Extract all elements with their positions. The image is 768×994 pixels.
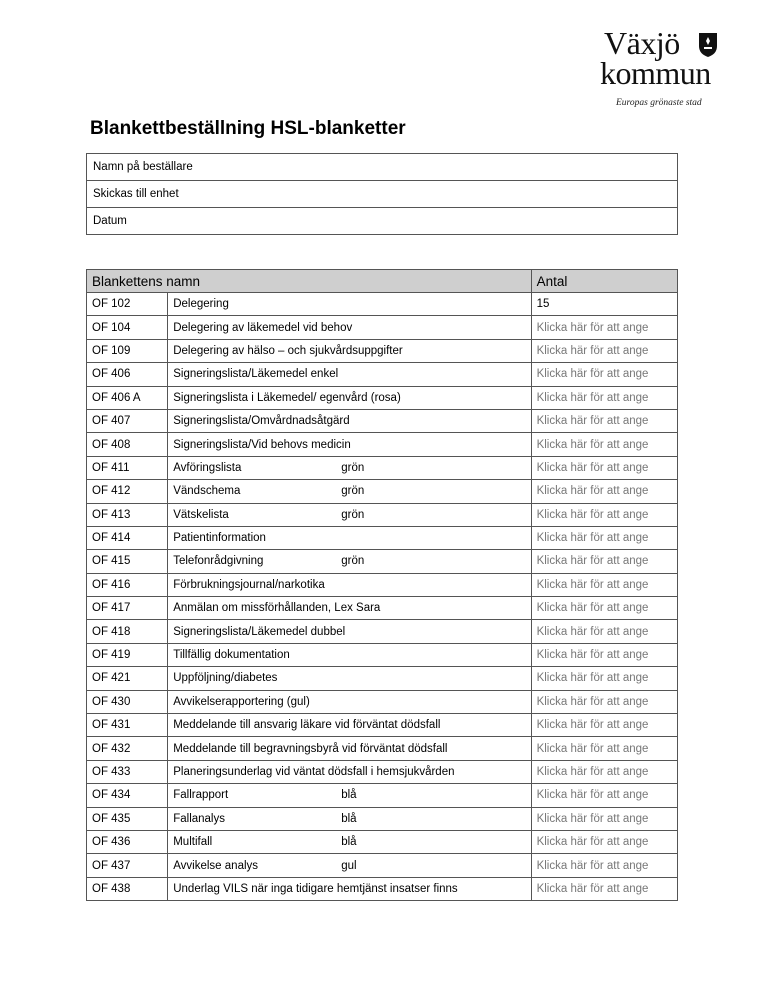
form-code: OF 435 [87,807,168,830]
quantity-cell [531,807,677,830]
form-name-cell [168,573,531,596]
form-name: Tillfällig dokumentation [173,649,290,662]
form-name-cell [168,667,531,690]
quantity-field[interactable]: Klicka här för att ange [536,719,649,732]
form-name-cell [168,433,531,456]
quantity-cell [531,573,677,596]
form-code: OF 430 [87,690,168,713]
quantity-cell [531,690,677,713]
form-code: OF 434 [87,784,168,807]
table-row [87,480,678,503]
form-code: OF 437 [87,854,168,877]
form-color: grön [341,555,365,568]
form-color: blå [341,789,357,802]
info-row [87,181,678,208]
table-row [87,643,678,666]
form-name-cell [168,293,531,316]
quantity-field[interactable]: Klicka här för att ange [536,508,649,521]
form-name-cell [168,503,531,526]
table-row [87,339,678,362]
quantity-field[interactable]: Klicka här för att ange [536,438,649,451]
quantity-field[interactable]: Klicka här för att ange [536,766,649,778]
form-name: Meddelande till begravningsbyrå vid förväntat dödsfall [173,742,448,755]
quantity-cell [531,480,677,503]
form-name: Signeringslista/Omvårdnadsåtgärd [173,415,350,428]
form-name: Patientinformation [173,532,266,545]
form-name-cell [168,854,531,877]
table-row [87,386,678,409]
form-name-cell [168,620,531,643]
quantity-field[interactable]: 15 [536,298,550,311]
quantity-cell [531,597,677,620]
form-color: grön [341,461,365,474]
form-name-cell [168,830,531,853]
quantity-cell [531,456,677,479]
quantity-field[interactable]: Klicka här för att ange [536,836,649,849]
form-name-cell [168,877,531,900]
form-name-cell [168,760,531,783]
form-code: OF 412 [87,480,168,503]
table-row [87,597,678,620]
orderer-info-table [86,153,678,235]
info-field[interactable]: Datum [87,208,678,235]
form-name-cell [168,456,531,479]
quantity-cell [531,503,677,526]
form-code: OF 432 [87,737,168,760]
quantity-cell [531,784,677,807]
form-code: OF 406 A [87,386,168,409]
form-order-table [86,269,678,901]
form-code: OF 436 [87,830,168,853]
form-code: OF 102 [87,293,168,316]
form-code: OF 406 [87,363,168,386]
table-row [87,784,678,807]
quantity-cell [531,550,677,573]
header-form-name: Blankettens namn [87,270,532,293]
quantity-field[interactable]: Klicka här för att ange [536,742,649,755]
quantity-cell [531,643,677,666]
form-code: OF 433 [87,760,168,783]
form-name: Delegering av hälso – och sjukvårdsuppgifter [173,344,403,357]
form-code: OF 104 [87,316,168,339]
logo-tagline: Europas grönaste stad [616,98,702,108]
table-row [87,620,678,643]
header-quantity: Antal [531,270,677,293]
form-name: Signeringslista/Läkemedel enkel [173,368,339,381]
form-name: Fallanalys [173,812,225,825]
quantity-cell [531,737,677,760]
form-code: OF 411 [87,456,168,479]
quantity-field[interactable]: Klicka här för att ange [536,625,649,638]
logo-line-1: Växjö [604,25,680,61]
quantity-field[interactable]: Klicka här för att ange [536,555,649,568]
form-code: OF 421 [87,667,168,690]
table-row [87,363,678,386]
quantity-field[interactable]: Klicka här för att ange [536,789,649,802]
form-name: Förbrukningsjournal/narkotika [173,578,325,591]
form-code: OF 431 [87,714,168,737]
info-row [87,208,678,235]
quantity-cell [531,409,677,432]
quantity-cell [531,760,677,783]
form-name: Meddelande till ansvarig läkare vid förväntat dödsfall [173,719,441,732]
form-name: Delegering [173,298,229,311]
quantity-field[interactable]: Klicka här för att ange [536,602,649,615]
table-row [87,690,678,713]
form-name: Fallrapport [173,789,229,802]
quantity-field[interactable]: Klicka här för att ange [536,672,649,685]
form-name: Delegering av läkemedel vid behov [173,321,353,334]
quantity-field[interactable]: Klicka här för att ange [536,649,649,662]
quantity-field[interactable]: Klicka här för att ange [536,461,649,474]
form-name-cell [168,386,531,409]
quantity-cell [531,316,677,339]
table-row [87,550,678,573]
quantity-field[interactable]: Klicka här för att ange [536,882,649,895]
table-row [87,854,678,877]
form-name: Telefonrådgivning [173,555,264,568]
form-name-cell [168,550,531,573]
table-row [87,316,678,339]
form-name: Avvikelserapportering (gul) [173,695,310,708]
form-name-cell [168,316,531,339]
form-code: OF 419 [87,643,168,666]
form-name: Signeringslista/Vid behovs medicin [173,438,351,451]
quantity-field[interactable]: Klicka här för att ange [536,415,649,428]
quantity-field[interactable]: Klicka här för att ange [536,578,649,591]
quantity-cell [531,363,677,386]
form-name-cell [168,409,531,432]
form-name-cell [168,714,531,737]
info-field[interactable]: Namn på beställare [87,154,678,181]
table-row [87,573,678,596]
quantity-cell [531,854,677,877]
form-code: OF 418 [87,620,168,643]
form-code: OF 415 [87,550,168,573]
quantity-cell [531,667,677,690]
quantity-cell [531,433,677,456]
quantity-field[interactable]: Klicka här för att ange [536,812,649,825]
form-name-cell [168,690,531,713]
quantity-cell [531,526,677,549]
form-color: grön [341,485,365,498]
form-name-cell [168,784,531,807]
quantity-field[interactable]: Klicka här för att ange [536,859,649,872]
form-code: OF 109 [87,339,168,362]
form-color: grön [341,508,365,521]
quantity-field[interactable]: Klicka här för att ange [536,695,649,708]
form-name: Vätskelista [173,508,229,521]
form-color: blå [341,812,357,825]
form-name-cell [168,737,531,760]
form-name-cell [168,807,531,830]
table-row [87,714,678,737]
form-name-cell [168,597,531,620]
quantity-field[interactable]: Klicka här för att ange [536,485,649,498]
form-name: Underlag VILS när inga tidigare hemtjänst insatser finns [173,882,458,895]
form-name-cell [168,363,531,386]
form-name-cell [168,526,531,549]
form-code: OF 407 [87,409,168,432]
table-header-row [87,270,678,293]
form-name: Planeringsunderlag vid väntat dödsfall i hemsjukvården [173,766,455,778]
quantity-cell [531,293,677,316]
quantity-field[interactable]: Klicka här för att ange [536,391,649,404]
quantity-cell [531,339,677,362]
quantity-cell [531,386,677,409]
form-name: Signeringslista i Läkemedel/ egenvård (rosa) [173,391,401,404]
logo-line-2: kommun [600,55,711,91]
form-name-cell [168,339,531,362]
quantity-field[interactable]: Klicka här för att ange [536,344,649,357]
form-name: Avvikelse analys [173,859,259,872]
info-row [87,154,678,181]
table-row [87,760,678,783]
form-name: Avföringslista [173,461,242,474]
quantity-cell [531,877,677,900]
table-row [87,877,678,900]
form-color: blå [341,836,357,849]
table-row [87,433,678,456]
form-name: Multifall [173,836,213,849]
form-code: OF 416 [87,573,168,596]
table-row [87,293,678,316]
table-row [87,737,678,760]
quantity-cell [531,620,677,643]
table-row [87,456,678,479]
table-row [87,409,678,432]
table-row [87,526,678,549]
table-row [87,667,678,690]
form-name: Vändschema [173,485,241,498]
quantity-cell [531,714,677,737]
form-color: gul [341,859,357,872]
vaxjo-kommun-logo [598,25,738,120]
table-row [87,503,678,526]
quantity-cell [531,830,677,853]
quantity-field[interactable]: Klicka här för att ange [536,321,649,334]
table-row [87,807,678,830]
form-name: Anmälan om missförhållanden, Lex Sara [173,602,381,615]
table-row [87,830,678,853]
form-code: OF 417 [87,597,168,620]
quantity-field[interactable]: Klicka här för att ange [536,368,649,381]
form-code: OF 414 [87,526,168,549]
form-code: OF 438 [87,877,168,900]
form-name-cell [168,643,531,666]
form-name: Uppföljning/diabetes [173,672,278,685]
form-code: OF 413 [87,503,168,526]
form-code: OF 408 [87,433,168,456]
quantity-field[interactable]: Klicka här för att ange [536,532,649,545]
form-name: Signeringslista/Läkemedel dubbel [173,625,346,638]
form-name-cell [168,480,531,503]
page-title: Blankettbeställning HSL-blanketter [90,118,406,139]
info-field[interactable]: Skickas till enhet [87,181,678,208]
